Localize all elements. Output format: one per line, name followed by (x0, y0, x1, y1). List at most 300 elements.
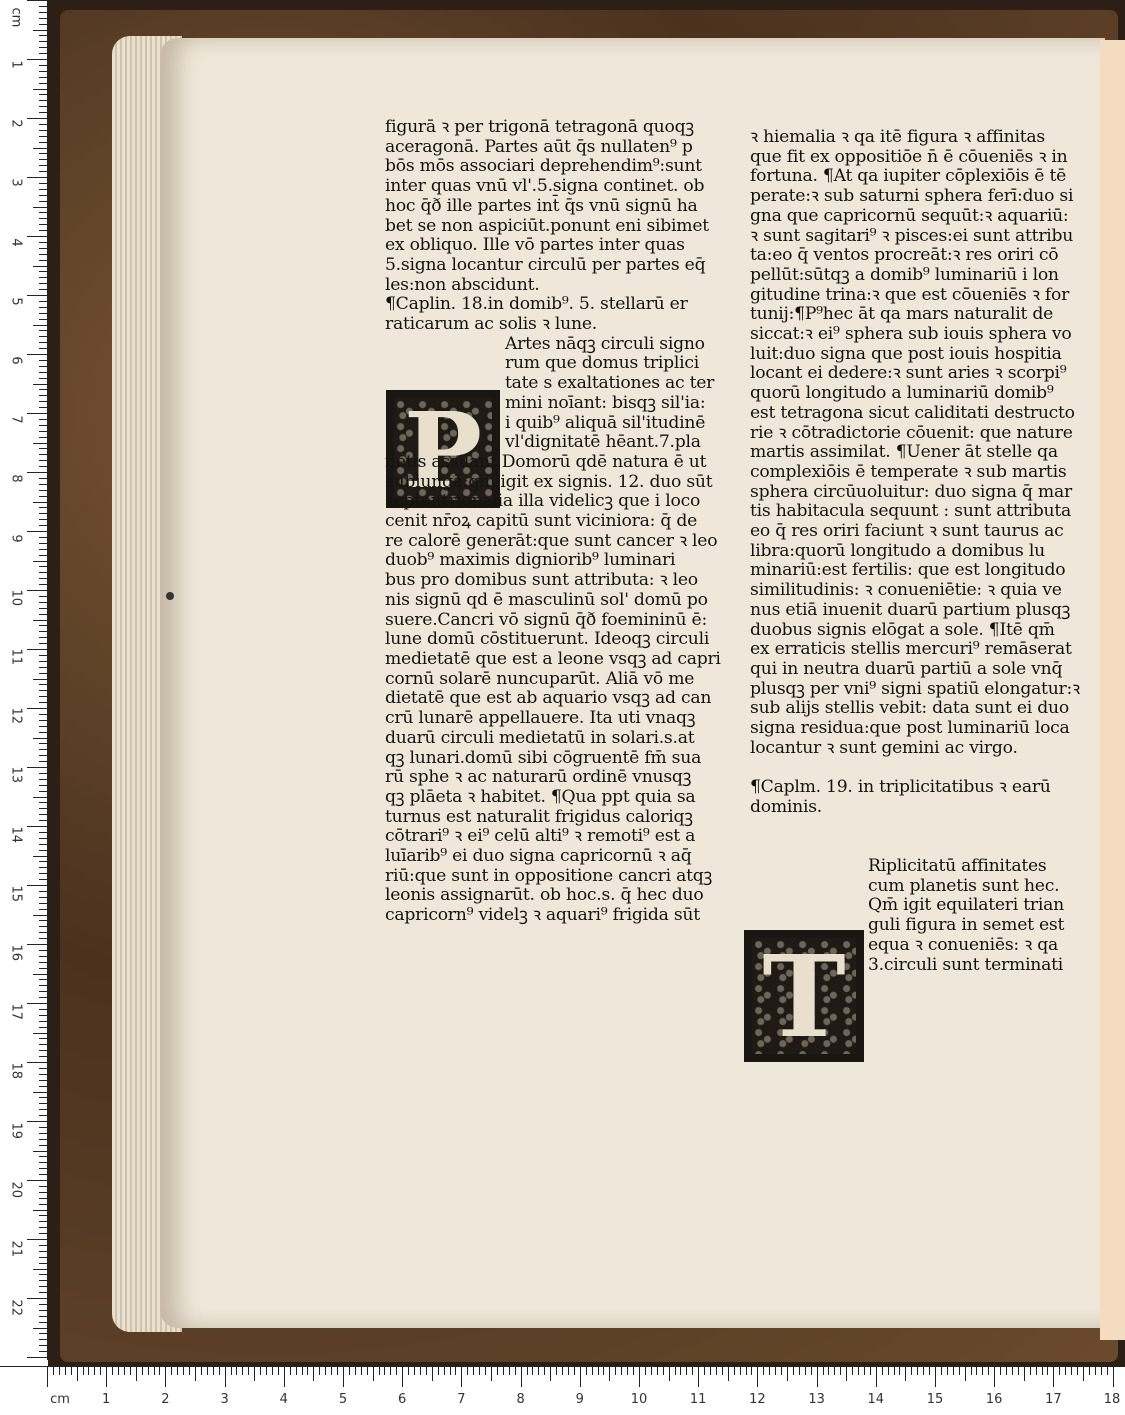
ruler-tick (39, 448, 47, 449)
ruler-tick (33, 738, 47, 739)
ruler-tick (598, 1367, 599, 1375)
ruler-tick (337, 1367, 338, 1375)
ruler-tick (266, 1367, 267, 1375)
ruler-tick (39, 454, 47, 455)
text-line: aceragonā. Partes aūt q̄s nullaten⁹ p (385, 136, 693, 157)
ruler-tick (27, 1121, 47, 1122)
ruler-tick (39, 366, 47, 367)
vertical-ruler-label: 13 (8, 766, 24, 784)
ruler-tick (39, 743, 47, 744)
text-line: re calorē generāt:que sunt cancer ꝛ leo (385, 530, 718, 551)
ruler-tick (124, 1367, 125, 1375)
ruler-tick (27, 0, 47, 1)
text-line: cum planetis sunt hec. (868, 875, 1060, 896)
ruler-tick (491, 1367, 492, 1381)
ruler-tick (39, 1310, 47, 1311)
text-line: martis assimilat. ¶Uener āt stelle qa (750, 442, 1058, 463)
horizontal-ruler-label: 4 (279, 1392, 288, 1407)
horizontal-ruler-label: 7 (457, 1392, 466, 1407)
right-text-column (750, 128, 1100, 975)
text-line: sub alijs stellis vebit: data sunt ei duo (750, 698, 1069, 719)
ruler-tick (982, 1367, 983, 1375)
text-line: sphera circūuoluitur: duo signa q̄ mar (750, 481, 1072, 502)
vertical-ruler-label: 11 (8, 648, 24, 666)
ruler-tick (420, 1367, 421, 1375)
initial-letter: P (403, 389, 483, 512)
text-line: ¶Caplin. 18.in domib⁹. 5. stellarū er (385, 294, 688, 315)
ruler-tick (39, 378, 47, 379)
ruler-tick (33, 1033, 47, 1034)
ruler-tick (39, 94, 47, 95)
text-line: tunij:¶P⁹hec āt qa mars naturalit de (750, 304, 1054, 325)
ruler-tick (27, 59, 47, 60)
ruler-tick (39, 1086, 47, 1087)
ruler-tick (39, 18, 47, 19)
ruler-tick (538, 1367, 539, 1375)
ruler-tick (39, 1245, 47, 1246)
ruler-tick (39, 684, 47, 685)
ruler-tick (39, 1345, 47, 1346)
ruler-tick (39, 820, 47, 821)
text-line: vl'dignitatē hēant.7.pla (505, 432, 701, 453)
ruler-tick (698, 1367, 699, 1387)
ruler-tick (39, 1274, 47, 1275)
ruler-tick (1042, 1367, 1043, 1375)
ruler-tick (39, 909, 47, 910)
text-line: ex erraticis stellis mercuri⁹ remāserat (750, 639, 1072, 660)
ruler-tick (39, 643, 47, 644)
ruler-tick (39, 879, 47, 880)
ruler-tick (39, 165, 47, 166)
ruler-tick (450, 1367, 451, 1375)
ruler-tick (39, 466, 47, 467)
ruler-tick (39, 289, 47, 290)
text-line: perate:ꝛ sub saturni sphera ferī:duo si (750, 186, 1074, 207)
horizontal-ruler-label: 12 (749, 1392, 766, 1407)
text-line: suere.Cancri vō signū q̄ð foemininū ē: (385, 609, 707, 630)
ruler-tick (27, 1298, 47, 1299)
ruler-tick (39, 407, 47, 408)
ruler-tick (27, 767, 47, 768)
ruler-tick (710, 1367, 711, 1375)
text-line: duarū circuli medietatū in solari.s.at (385, 727, 695, 748)
ruler-tick (39, 189, 47, 190)
ruler-tick (39, 425, 47, 426)
text-line: gitudine trina:ꝛ que est cōueniēs ꝛ for (750, 284, 1070, 305)
ruler-tick (195, 1367, 196, 1381)
ruler-tick (1113, 1367, 1114, 1387)
horizontal-ruler (0, 1366, 1125, 1415)
ruler-tick (39, 136, 47, 137)
horizontal-ruler-label: 8 (516, 1392, 525, 1407)
ruler-tick (33, 325, 47, 326)
text-line: bet se non aspiciūt.ponunt eni sibimet (385, 215, 709, 236)
ruler-tick (39, 230, 47, 231)
ruler-tick (39, 808, 47, 809)
ruler-tick (39, 490, 47, 491)
ruler-tick (33, 30, 47, 31)
ruler-tick (242, 1367, 243, 1375)
ruler-tick (988, 1367, 989, 1375)
ruler-tick (1059, 1367, 1060, 1375)
text-line: i quib⁹ aliquā sil'itudinē (505, 412, 706, 433)
ruler-tick (39, 83, 47, 84)
ruler-tick (479, 1367, 480, 1375)
ruler-tick (1089, 1367, 1090, 1375)
vertical-ruler-label: 19 (8, 1122, 24, 1139)
ruler-tick (899, 1367, 900, 1375)
ruler-tick (39, 153, 47, 154)
ruler-tick (615, 1367, 616, 1375)
ruler-tick (39, 785, 47, 786)
ruler-tick (39, 1168, 47, 1169)
ruler-tick (627, 1367, 628, 1375)
ruler-tick (39, 838, 47, 839)
text-line: pellūt:sūtqꝫ a domib⁹ luminariū i lon (750, 264, 1059, 285)
ruler-tick (373, 1367, 374, 1381)
ruler-tick (39, 254, 47, 255)
ruler-tick (39, 814, 47, 815)
vertical-ruler-label: 14 (8, 826, 24, 843)
ruler-tick (39, 389, 47, 390)
ruler-tick (27, 944, 47, 945)
text-line: equa ꝛ conueniēs: ꝛ qa (868, 934, 1059, 955)
text-line: guli figura in semet est (868, 915, 1065, 936)
text-line: luīarib⁹ ei duo signa capricornū ꝛ aq̄ (385, 846, 692, 867)
text-line: duob⁹ maximis digniorib⁹ luminari (385, 550, 676, 571)
text-line: cenit nr̄oꝝ capitū sunt viciniora: q̄ de (385, 511, 698, 532)
ruler-tick (680, 1367, 681, 1375)
ruler-tick (1071, 1367, 1072, 1375)
text-line: hoc q̄ð ille partes int̄ q̄s vnū signū ha (385, 195, 698, 216)
ruler-tick (39, 979, 47, 980)
ruler-tick (882, 1367, 883, 1375)
text-line: complexiōis ē temperate ꝛ sub martis (750, 461, 1067, 482)
ruler-tick (319, 1367, 320, 1375)
ruler-tick (33, 679, 47, 680)
ruler-tick (106, 1367, 107, 1387)
ruler-tick (39, 926, 47, 927)
ruler-tick (1083, 1367, 1084, 1381)
ruler-tick (39, 484, 47, 485)
text-line (750, 837, 1100, 857)
ruler-tick (225, 1367, 226, 1387)
ruler-tick (39, 460, 47, 461)
ruler-tick (39, 1074, 47, 1075)
text-line: locantur ꝛ sunt gemini ac virgo. (750, 737, 1018, 758)
ruler-tick (183, 1367, 184, 1375)
ruler-tick (550, 1367, 551, 1381)
text-line: nus etiā inuenit duarū partium plusqꝫ (750, 599, 1071, 620)
ruler-tick (207, 1367, 208, 1375)
horizontal-ruler-label: 18 (1103, 1392, 1121, 1407)
ruler-tick (39, 1280, 47, 1281)
ruler-tick (39, 12, 47, 13)
ruler-tick (746, 1367, 747, 1375)
horizontal-ruler-label: 14 (867, 1392, 885, 1407)
ruler-tick (142, 1367, 143, 1375)
vertical-ruler-label: 4 (8, 237, 24, 247)
vertical-ruler-label: 15 (8, 885, 24, 902)
ruler-tick (39, 437, 47, 438)
ruler-tick (27, 826, 47, 827)
text-line: ꝛ hiemalia ꝛ qa itē figura ꝛ affinitas (750, 127, 1045, 147)
text-line: Riplicitatū affinitates (868, 856, 1047, 877)
ruler-tick (917, 1367, 918, 1375)
ruler-tick (1107, 1367, 1108, 1375)
ruler-tick (39, 702, 47, 703)
text-line: eo q̄ res oriri faciunt ꝛ sunt taurus ac (750, 521, 1064, 542)
ruler-tick (39, 1056, 47, 1057)
ruler-tick (39, 673, 47, 674)
text-line: leonis assignarūt. ob hoc.s. q̄ hec duo (385, 885, 704, 906)
ruler-tick (438, 1367, 439, 1375)
text-line: locant ei dedere:ꝛ sunt aries ꝛ scorpi⁹ (750, 363, 1067, 384)
ruler-tick (686, 1367, 687, 1375)
ruler-tick (248, 1367, 249, 1375)
ruler-tick (296, 1367, 297, 1375)
vertical-ruler-label: 21 (8, 1240, 24, 1258)
ruler-tick (793, 1367, 794, 1375)
ruler-tick (307, 1367, 308, 1375)
ruler-tick (83, 1367, 84, 1375)
ruler-tick (455, 1367, 456, 1375)
ruler-tick (905, 1367, 906, 1381)
ruler-tick (39, 1263, 47, 1264)
ruler-tick (130, 1367, 131, 1375)
initial-letter: T (762, 932, 846, 1063)
ruler-tick (33, 148, 47, 149)
ruler-tick (59, 1367, 60, 1375)
ruler-tick (201, 1367, 202, 1375)
horizontal-ruler-label: 2 (161, 1392, 170, 1407)
ruler-tick (39, 891, 47, 892)
ruler-tick (580, 1367, 581, 1387)
ruler-tick (39, 242, 47, 243)
ruler-tick (33, 620, 47, 621)
ruler-tick (663, 1367, 664, 1375)
ruler-tick (432, 1367, 433, 1381)
ruler-tick (971, 1367, 972, 1375)
ruler-tick (39, 696, 47, 697)
horizontal-ruler-label: 11 (689, 1392, 707, 1407)
ruler-tick (402, 1367, 403, 1387)
ruler-tick (254, 1367, 255, 1381)
horizontal-ruler-label: 15 (926, 1392, 944, 1407)
ruler-tick (675, 1367, 676, 1375)
ruler-tick (159, 1367, 160, 1375)
vertical-ruler-label: 7 (8, 415, 24, 424)
ruler-tick (39, 1021, 47, 1022)
ruler-tick (781, 1367, 782, 1375)
ruler-tick (894, 1367, 895, 1375)
vertical-ruler-label: 17 (8, 1003, 24, 1021)
ruler-tick (39, 124, 47, 125)
ruler-tick (39, 1174, 47, 1175)
ruler-tick (39, 47, 47, 48)
ruler-tick (39, 319, 47, 320)
ruler-tick (39, 631, 47, 632)
ruler-tick (33, 89, 47, 90)
text-line: bus pro domibus sunt attributa: ꝛ leo (385, 570, 698, 591)
ruler-tick (39, 183, 47, 184)
ruler-tick (39, 1127, 47, 1128)
text-line: subiungā:qm̄ igit ex signis. 12. duo sūt (385, 471, 713, 492)
ruler-tick (426, 1367, 427, 1375)
text-line: bōs mōs associari deprehendim⁹:sunt (385, 156, 702, 177)
ruler-tick (384, 1367, 385, 1375)
ruler-tick (39, 1215, 47, 1216)
ruler-tick (1077, 1367, 1078, 1375)
ruler-tick (858, 1367, 859, 1375)
ruler-tick (39, 1351, 47, 1352)
text-line: rie ꝛ cōtradictorie cōuenit: que nature (750, 422, 1073, 443)
ruler-tick (444, 1367, 445, 1375)
ruler-tick (231, 1367, 232, 1375)
text-line: tate s exaltationes ac ter (505, 373, 715, 394)
ruler-tick (33, 561, 47, 562)
ruler-tick (799, 1367, 800, 1375)
ruler-tick (39, 201, 47, 202)
text-line (750, 818, 1100, 838)
vertical-ruler-label: 18 (8, 1062, 24, 1080)
ruler-tick (840, 1367, 841, 1375)
text-line: minariū:est fertilis: que est longitudo (750, 560, 1066, 581)
ruler-tick (852, 1367, 853, 1375)
ruler-tick (39, 431, 47, 432)
text-line: inter quas vnū vl'.5.signa continet. ob (385, 176, 705, 197)
ruler-tick (722, 1367, 723, 1375)
ruler-tick (33, 915, 47, 916)
text-line: 3.circuli sunt terminati (868, 954, 1064, 975)
text-line: riū:que sunt in oppositione cancri atqꝫ (385, 865, 713, 886)
right-page-strip (1100, 40, 1125, 1340)
text-line: raticarum ac solis ꝛ lune. (385, 314, 597, 335)
ruler-tick (33, 1269, 47, 1270)
text-line: que fit ex oppositiōe n̄ ē cōueniēs ꝛ in (750, 146, 1068, 167)
ruler-tick (473, 1367, 474, 1375)
ruler-tick (39, 897, 47, 898)
ruler-tick (1053, 1367, 1054, 1387)
ruler-tick (39, 549, 47, 550)
ruler-tick (39, 572, 47, 573)
ruler-tick (39, 779, 47, 780)
ruler-tick (467, 1367, 468, 1375)
ruler-tick (39, 1292, 47, 1293)
ruler-tick (325, 1367, 326, 1375)
ruler-tick (39, 372, 47, 373)
ruler-tick (33, 266, 47, 267)
ruler-tick (39, 537, 47, 538)
ruler-tick (39, 1251, 47, 1252)
ruler-tick (39, 1286, 47, 1287)
ruler-tick (39, 749, 47, 750)
ruler-tick (39, 720, 47, 721)
ruler-tick (367, 1367, 368, 1375)
vertical-ruler-label: 8 (8, 474, 24, 484)
text-line: luit:duo signa que post iouis hospitia (750, 343, 1062, 364)
horizontal-ruler-unit: cm (50, 1392, 70, 1407)
ruler-tick (870, 1367, 871, 1375)
ruler-tick (39, 478, 47, 479)
ruler-tick (39, 1009, 47, 1010)
ruler-tick (39, 1080, 47, 1081)
ruler-tick (39, 525, 47, 526)
ruler-tick (39, 195, 47, 196)
ruler-tick (1036, 1367, 1037, 1375)
text-line: similitudinis: ꝛ conueniētie: ꝛ quia ve (750, 580, 1062, 601)
text-line: fortuna. ¶At qa iupiter cōplexiōis ē tē (750, 166, 1067, 187)
ruler-tick (39, 726, 47, 727)
horizontal-ruler-label: 1 (102, 1392, 111, 1407)
ruler-tick (39, 401, 47, 402)
vertical-ruler-label: 10 (8, 589, 24, 606)
ruler-tick (39, 271, 47, 272)
ruler-tick (213, 1367, 214, 1375)
ruler-tick (396, 1367, 397, 1375)
ruler-tick (39, 1322, 47, 1323)
ruler-tick (39, 1115, 47, 1116)
ruler-tick (39, 566, 47, 567)
vertical-ruler-label: 2 (8, 119, 24, 128)
ruler-tick (27, 1239, 47, 1240)
ruler-tick (39, 1227, 47, 1228)
ruler-tick (959, 1367, 960, 1375)
text-line: qꝫ plāeta ꝛ habitet. ¶Qua ppt quia sa (385, 786, 696, 807)
ruler-tick (39, 112, 47, 113)
horizontal-ruler-label: 5 (338, 1392, 348, 1407)
ruler-tick (39, 578, 47, 579)
ruler-tick (39, 968, 47, 969)
ruler-tick (39, 761, 47, 762)
text-line: plusqꝫ per vni⁹ signi spatiū elongatur:ꝛ (750, 678, 1080, 699)
ruler-tick (556, 1367, 557, 1375)
ruler-tick (39, 938, 47, 939)
ruler-tick (769, 1367, 770, 1375)
horizontal-ruler-label: 16 (985, 1392, 1003, 1407)
ruler-tick (39, 985, 47, 986)
ruler-tick (39, 861, 47, 862)
ruler-tick (39, 248, 47, 249)
ruler-tick (39, 655, 47, 656)
ruler-tick (639, 1367, 640, 1387)
ruler-tick (461, 1367, 462, 1387)
ruler-tick (1065, 1367, 1066, 1375)
ruler-tick (100, 1367, 101, 1375)
ruler-tick (278, 1367, 279, 1375)
ruler-tick (39, 1038, 47, 1039)
ruler-tick (39, 100, 47, 101)
ruler-tick (33, 1328, 47, 1329)
ruler-tick (39, 277, 47, 278)
ruler-tick (953, 1367, 954, 1375)
ruler-tick (39, 543, 47, 544)
vertical-ruler-label: 9 (8, 533, 24, 543)
ruler-tick (1018, 1367, 1019, 1375)
ruler-tick (27, 118, 47, 119)
ruler-tick (911, 1367, 912, 1375)
ruler-tick (39, 714, 47, 715)
ruler-tick (33, 974, 47, 975)
ruler-tick (331, 1367, 332, 1375)
ruler-tick (379, 1367, 380, 1375)
ruler-tick (39, 1316, 47, 1317)
ruler-tick (27, 177, 47, 178)
ruler-tick (39, 802, 47, 803)
ruler-tick (609, 1367, 610, 1381)
ruler-tick (805, 1367, 806, 1375)
ruler-tick (39, 690, 47, 691)
